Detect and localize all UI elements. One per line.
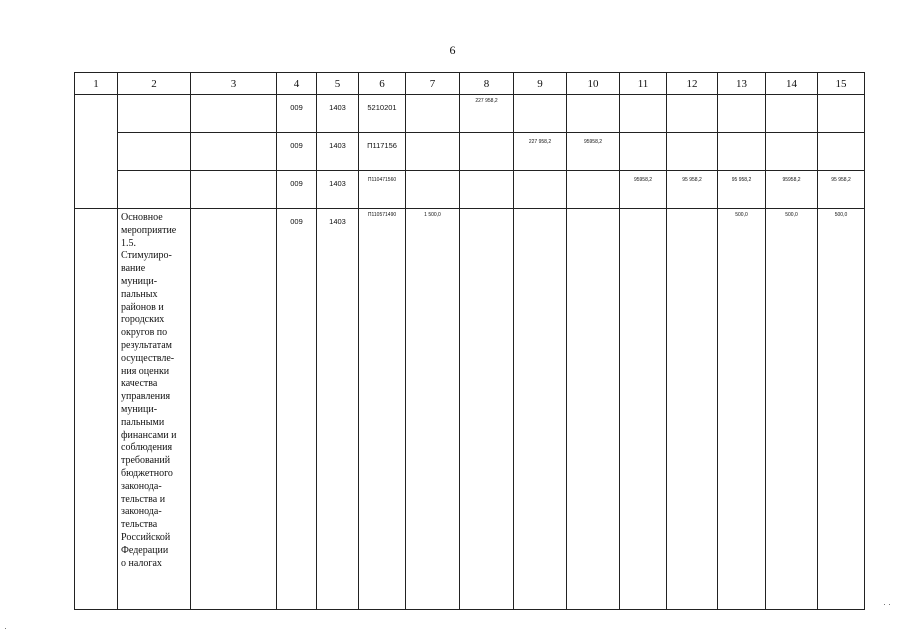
column-header: 7 <box>406 73 460 95</box>
table-cell <box>818 133 865 171</box>
table-row <box>75 171 865 209</box>
table-cell <box>406 95 460 133</box>
table-cell: 1403 <box>317 209 359 610</box>
table-cell <box>191 95 277 133</box>
table-cell <box>567 209 620 610</box>
table-cell <box>667 209 718 610</box>
merged-cell <box>75 95 118 209</box>
column-header: 1 <box>75 73 118 95</box>
table-cell <box>667 95 718 133</box>
table-cell: 1403 <box>317 171 359 209</box>
table-cell: 009 <box>277 171 317 209</box>
table-cell <box>406 171 460 209</box>
table-cell <box>118 133 191 171</box>
table-cell: П117156 <box>359 133 406 171</box>
table-cell <box>191 133 277 171</box>
table-cell: 500,0 <box>718 209 766 610</box>
table-cell <box>514 95 567 133</box>
table-cell: 227 958,2 <box>460 95 514 133</box>
table-cell <box>75 209 118 610</box>
column-header: 15 <box>818 73 865 95</box>
table-cell: П110471560 <box>359 171 406 209</box>
column-header: 6 <box>359 73 406 95</box>
table-cell: 009 <box>277 133 317 171</box>
table-cell <box>718 95 766 133</box>
column-header: 11 <box>620 73 667 95</box>
table-cell <box>460 171 514 209</box>
scan-speck <box>884 604 885 605</box>
table-cell <box>567 171 620 209</box>
table-cell: 95958,2 <box>766 171 818 209</box>
table-cell: 009 <box>277 209 317 610</box>
table-cell: 500,0 <box>766 209 818 610</box>
page-number: 6 <box>449 43 456 57</box>
scan-speck <box>889 604 890 605</box>
table-cell: 009 <box>277 95 317 133</box>
column-header: 4 <box>277 73 317 95</box>
table-cell <box>406 133 460 171</box>
table-cell: 95 958,2 <box>667 171 718 209</box>
measure-description: Основное мероприятие 1.5. Стимулиро- вание муници- пальных районов и городских округов по результатам осуществле- ния оценки качества управления муници- пальными финансами и соблюдения требований бюджетного законода- тельства и законода- тельства Российской Федерации о налогах <box>118 209 191 610</box>
column-header: 3 <box>191 73 277 95</box>
table-cell <box>460 209 514 610</box>
table-cell <box>620 95 667 133</box>
table-cell: 95958,2 <box>567 133 620 171</box>
table-cell <box>766 95 818 133</box>
table-cell: 1403 <box>317 133 359 171</box>
column-header: 5 <box>317 73 359 95</box>
column-header: 14 <box>766 73 818 95</box>
table-cell <box>514 209 567 610</box>
table-header-row <box>75 73 865 95</box>
table-cell <box>667 133 718 171</box>
column-header: 8 <box>460 73 514 95</box>
column-header: 2 <box>118 73 191 95</box>
table-cell: 95 958,2 <box>718 171 766 209</box>
table-cell <box>766 133 818 171</box>
table-cell <box>620 209 667 610</box>
column-header: 13 <box>718 73 766 95</box>
table-cell: 95958,2 <box>620 171 667 209</box>
column-header: 12 <box>667 73 718 95</box>
table-row <box>75 95 865 133</box>
table-cell <box>191 209 277 610</box>
table-cell <box>514 171 567 209</box>
table-cell <box>818 95 865 133</box>
table-cell <box>567 95 620 133</box>
table-cell <box>191 171 277 209</box>
table-cell: 227 958,2 <box>514 133 567 171</box>
table-cell <box>718 133 766 171</box>
table-cell <box>118 95 191 133</box>
table-cell <box>460 133 514 171</box>
column-header: 9 <box>514 73 567 95</box>
budget-table <box>74 72 865 610</box>
table-cell: 95 958,2 <box>818 171 865 209</box>
scan-speck <box>5 628 6 629</box>
table-cell <box>620 133 667 171</box>
table-cell <box>118 171 191 209</box>
table-row <box>75 209 865 610</box>
table-cell: 1 500,0 <box>406 209 460 610</box>
table-row <box>75 133 865 171</box>
table-cell: 500,0 <box>818 209 865 610</box>
table-cell: 5210201 <box>359 95 406 133</box>
table-cell: 1403 <box>317 95 359 133</box>
column-header: 10 <box>567 73 620 95</box>
table-cell: П110571490 <box>359 209 406 610</box>
